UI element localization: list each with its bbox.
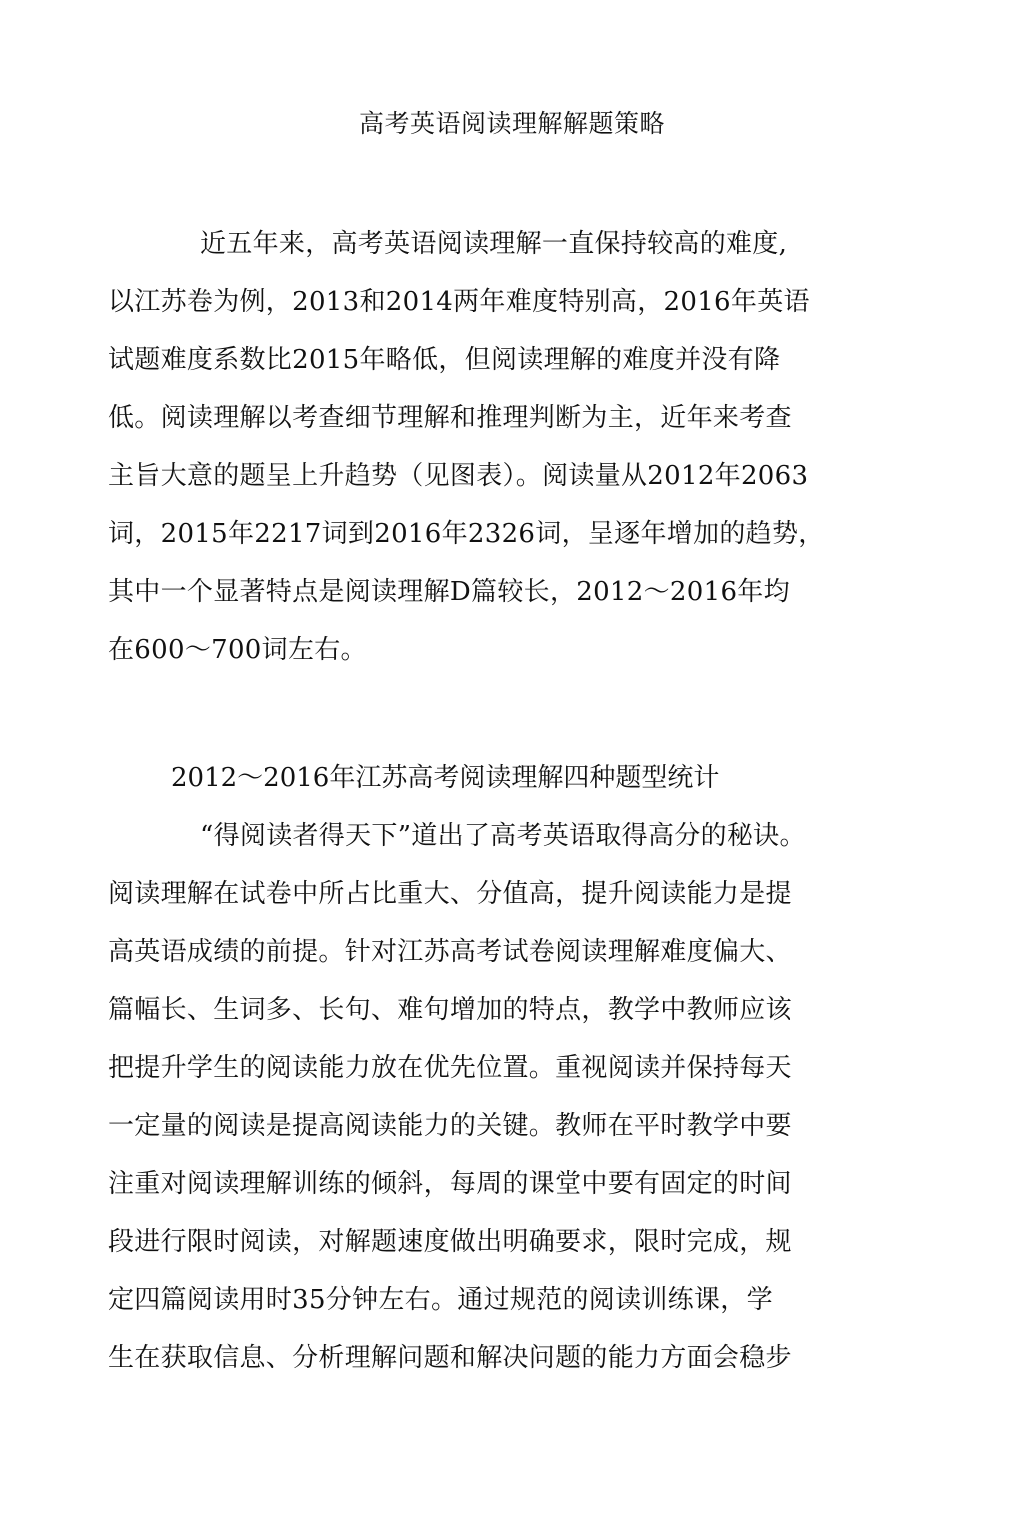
paragraph-2-line-2: 阅读理解在试卷中所占比重大、分值高，提升阅读能力是提 xyxy=(108,879,792,909)
document-title: 高考英语阅读理解解题策略 xyxy=(358,109,665,138)
paragraph-2-line-6: 一定量的阅读是提高阅读能力的关键。教师在平时教学中要 xyxy=(108,1111,792,1141)
paragraph-2-line-7: 注重对阅读理解训练的倾斜，每周的课堂中要有固定的时间 xyxy=(108,1169,792,1199)
paragraph-2-line-3: 高英语成绩的前提。针对江苏高考试卷阅读理解难度偏大、 xyxy=(108,937,792,967)
paragraph-1-line-1: 近五年来，高考英语阅读理解一直保持较高的难度, xyxy=(200,229,788,259)
paragraph-1-line-7: 其中一个显著特点是阅读理解D篇较长，2012～2016年均 xyxy=(108,577,790,607)
paragraph-1-line-6: 词，2015年2217词到2016年2326词，呈逐年增加的趋势， xyxy=(108,519,825,549)
paragraph-2-line-4: 篇幅长、生词多、长句、难句增加的特点，教学中教师应该 xyxy=(108,995,792,1025)
paragraph-2-line-1: “得阅读者得天下”道出了高考英语取得高分的秘诀。 xyxy=(200,821,806,851)
paragraph-2-line-10: 生在获取信息、分析理解问题和解决问题的能力方面会稳步 xyxy=(108,1343,792,1373)
paragraph-1-line-5: 主旨大意的题呈上升趋势（见图表）。阅读量从2012年2063 xyxy=(108,461,809,491)
paragraph-2-line-9: 定四篇阅读用时35分钟左右。通过规范的阅读训练课，学 xyxy=(108,1285,773,1315)
paragraph-1-line-2: 以江苏卷为例，2013和2014两年难度特别高，2016年英语 xyxy=(108,287,810,317)
paragraph-2-line-8: 段进行限时阅读，对解题速度做出明确要求，限时完成，规 xyxy=(108,1227,792,1257)
chart-caption: 2012～2016年江苏高考阅读理解四种题型统计 xyxy=(171,763,720,793)
paragraph-2-line-5: 把提升学生的阅读能力放在优先位置。重视阅读并保持每天 xyxy=(108,1053,792,1083)
paragraph-1-line-4: 低。阅读理解以考查细节理解和推理判断为主，近年来考查 xyxy=(108,403,792,433)
paragraph-1-line-3: 试题难度系数比2015年略低，但阅读理解的难度并没有降 xyxy=(108,345,781,375)
paragraph-1-line-8: 在600～700词左右。 xyxy=(108,635,367,665)
